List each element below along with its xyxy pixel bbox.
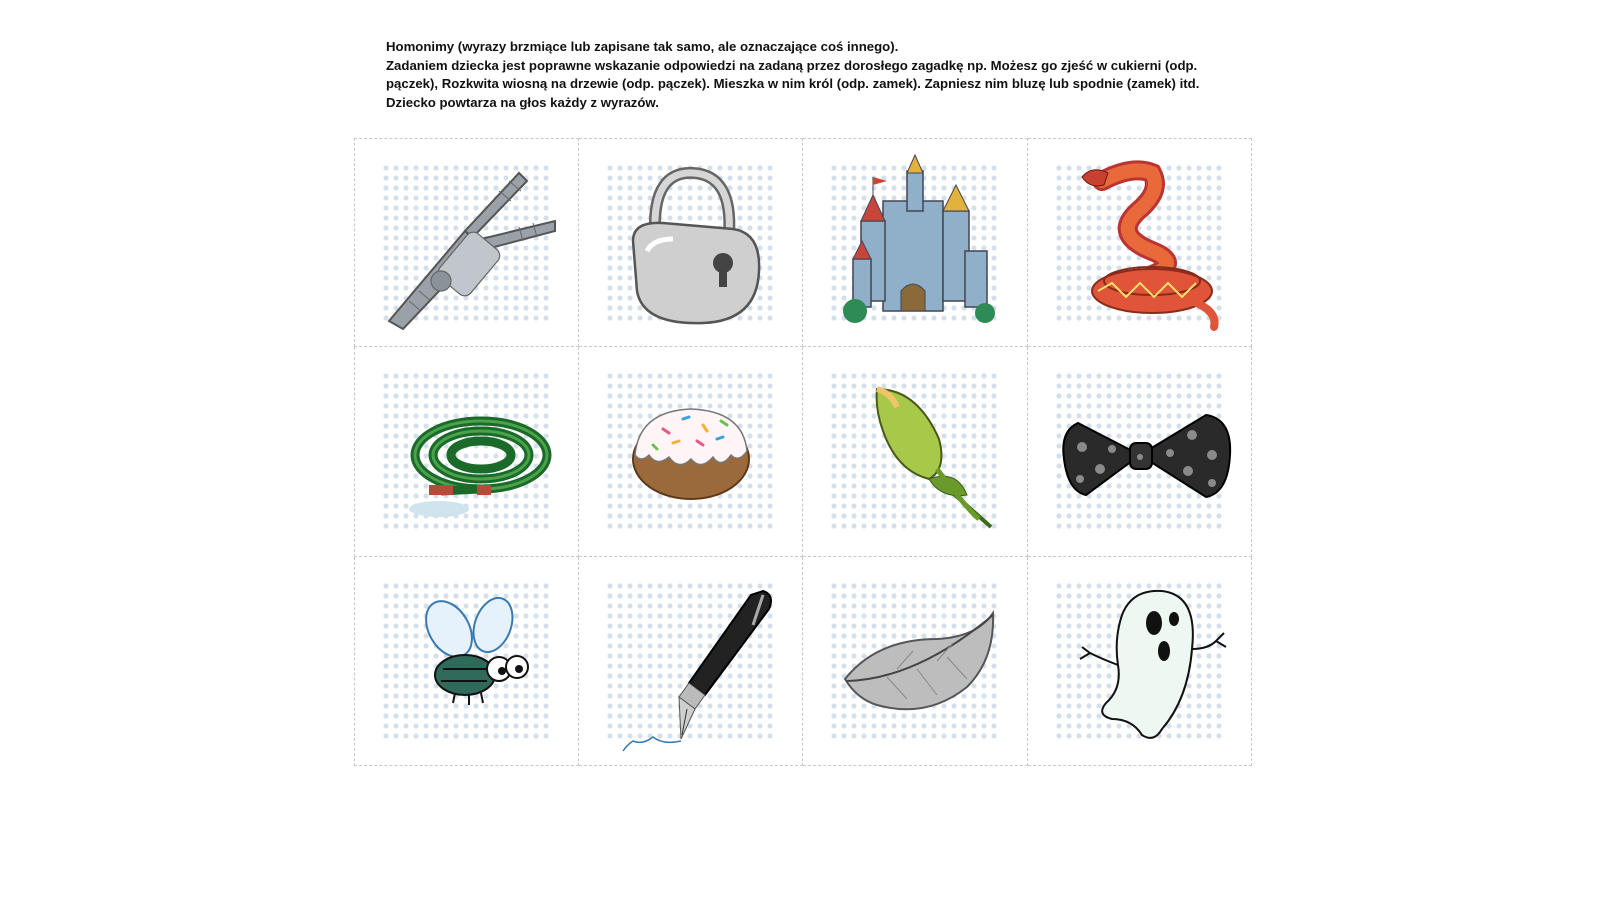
feather-icon <box>817 569 1013 753</box>
padlock-icon <box>593 151 789 335</box>
card-flower-bud <box>803 347 1028 556</box>
zipper-icon <box>369 151 565 335</box>
donut-icon <box>593 359 789 543</box>
card-snake <box>1028 138 1253 347</box>
instructions <box>386 38 1246 112</box>
card-bow-tie <box>1028 347 1253 556</box>
bow-tie-icon <box>1042 359 1238 543</box>
card-garden-hose <box>354 347 579 556</box>
ghost-icon <box>1042 569 1238 753</box>
flower-bud-icon <box>817 359 1013 543</box>
card-donut <box>579 347 804 556</box>
card-fly <box>354 557 579 766</box>
card-feather <box>803 557 1028 766</box>
castle-icon <box>817 151 1013 335</box>
instructions-body: Zadaniem dziecka jest poprawne wskazanie odpowiedzi na zadaną przez dorosłego zagadkę np. Możesz go zjeść w cukierni (odp. pączek), Rozkwita wiosną na drzewie (odp. pączek). Mieszka w nim król (odp. zamek). Zapniesz nim bluzę lub spodnie (zamek) itd. Dziecko powtarza na głos każdy z wyrazów. <box>386 57 1200 110</box>
garden-hose-icon <box>369 359 565 543</box>
card-padlock <box>579 138 804 347</box>
fly-icon <box>369 569 565 753</box>
card-fountain-pen <box>579 557 804 766</box>
card-ghost <box>1028 557 1253 766</box>
fountain-pen-icon <box>593 569 789 753</box>
snake-icon <box>1042 151 1238 335</box>
picture-grid <box>354 138 1252 766</box>
card-zipper <box>354 138 579 347</box>
instructions-title: Homonimy (wyrazy brzmiące lub zapisane tak samo, ale oznaczające coś innego). <box>386 39 899 54</box>
card-castle <box>803 138 1028 347</box>
